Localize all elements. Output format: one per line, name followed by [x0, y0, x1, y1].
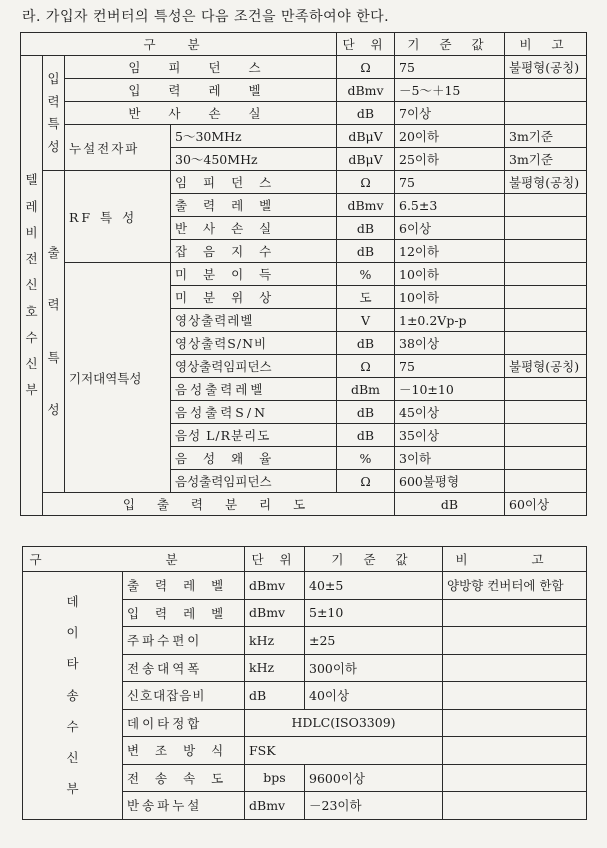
unit-cell: dBmv — [245, 599, 305, 627]
value-cell: 300이하 — [305, 654, 443, 682]
item-cell: 음성출력임피던스 — [171, 470, 337, 493]
note-cell — [443, 654, 587, 682]
header-category: 구 분 — [23, 547, 245, 572]
unit-cell: dB — [245, 682, 305, 710]
value-cell: 75 — [395, 56, 505, 79]
value-cell: －5～＋15 — [395, 79, 505, 102]
note-cell — [505, 332, 587, 355]
item-cell: 데이타정합 — [123, 709, 245, 737]
group-label-output: 출력특성 — [43, 171, 65, 493]
subgroup-label-baseband: 기저대역특성 — [65, 263, 171, 493]
item-cell: 출 력 레 벨 — [123, 572, 245, 600]
value-cell-merged: FSK — [245, 737, 443, 765]
note-cell — [443, 764, 587, 792]
note-cell — [505, 79, 587, 102]
unit-cell: dBμV — [337, 148, 395, 171]
value-cell: 1±0.2Vp-p — [395, 309, 505, 332]
note-cell — [505, 286, 587, 309]
note-cell — [505, 378, 587, 401]
note-cell: 3m기준 — [505, 148, 587, 171]
item-cell: 반송파누설 — [123, 792, 245, 820]
unit-cell: Ω — [337, 56, 395, 79]
note-cell: 불평형(공칭) — [505, 56, 587, 79]
group-label-input: 입력특성 — [43, 56, 65, 171]
table-row — [21, 102, 587, 125]
item-cell: 변 조 방 식 — [123, 737, 245, 765]
table-header-row — [23, 547, 587, 572]
item-cell: 입 력 레 벨 — [65, 79, 337, 102]
note-cell — [443, 599, 587, 627]
table-row — [23, 572, 587, 600]
value-cell: 3이하 — [395, 447, 505, 470]
page-heading: 라. 가입자 컨버터의 특성은 다음 조건을 만족하여야 한다. — [22, 9, 390, 25]
item-cell: 음성출력S/N — [171, 401, 337, 424]
item-cell: 신호대잡음비 — [123, 682, 245, 710]
item-cell: 주파수편이 — [123, 627, 245, 655]
data-transceiver-spec-table — [22, 546, 587, 820]
value-cell: 20이하 — [395, 125, 505, 148]
item-cell: 미 분 이 득 — [171, 263, 337, 286]
note-cell — [443, 682, 587, 710]
unit-cell: V — [337, 309, 395, 332]
value-cell: 7이상 — [395, 102, 505, 125]
unit-cell: dBmv — [245, 792, 305, 820]
item-cell: 전송대역폭 — [123, 654, 245, 682]
value-cell: 75 — [395, 355, 505, 378]
unit-cell: bps — [245, 764, 305, 792]
value-cell: 35이상 — [395, 424, 505, 447]
value-cell: 60이상 — [505, 493, 587, 516]
item-cell-isolation: 입 출 력 분 리 도 — [43, 493, 395, 516]
unit-cell: dBm — [337, 378, 395, 401]
value-cell: 25이하 — [395, 148, 505, 171]
note-cell: 양방향 컨버터에 한함 — [443, 572, 587, 600]
note-cell — [505, 263, 587, 286]
header-category: 구 분 — [21, 33, 337, 56]
note-cell — [443, 792, 587, 820]
unit-cell: dBμV — [337, 125, 395, 148]
note-cell: 불평형(공칭) — [505, 171, 587, 194]
value-cell: 40±5 — [305, 572, 443, 600]
note-cell — [505, 309, 587, 332]
note-cell — [505, 194, 587, 217]
unit-cell: dB — [337, 217, 395, 240]
item-cell: 반 사 손 실 — [171, 217, 337, 240]
header-value: 기 준 값 — [305, 547, 443, 572]
value-cell: 40이상 — [305, 682, 443, 710]
value-cell: 10이하 — [395, 286, 505, 309]
unit-cell: Ω — [337, 171, 395, 194]
note-cell — [505, 424, 587, 447]
table-row — [21, 493, 587, 516]
tv-signal-spec-table — [20, 32, 587, 516]
value-cell: 38이상 — [395, 332, 505, 355]
item-cell: 출 력 레 벨 — [171, 194, 337, 217]
unit-cell: % — [337, 447, 395, 470]
section-label-tv: 텔레비전신호수신부 — [21, 56, 43, 516]
unit-cell: dB — [395, 493, 505, 516]
unit-cell: dB — [337, 332, 395, 355]
note-cell — [505, 470, 587, 493]
unit-cell: Ω — [337, 470, 395, 493]
note-cell — [505, 447, 587, 470]
note-cell — [443, 737, 587, 765]
section-label-data: 데이타송수신부 — [23, 572, 123, 820]
item-cell: 전 송 속 도 — [123, 764, 245, 792]
table-row — [21, 125, 587, 148]
subgroup-label-leakage: 누설전자파 — [65, 125, 171, 171]
value-cell: ±25 — [305, 627, 443, 655]
item-cell: 음성 L/R분리도 — [171, 424, 337, 447]
note-cell — [505, 401, 587, 424]
item-cell: 임 피 던 스 — [171, 171, 337, 194]
table-header-row — [21, 33, 587, 56]
value-cell: 45이상 — [395, 401, 505, 424]
unit-cell: kHz — [245, 627, 305, 655]
table-row — [21, 171, 587, 194]
unit-cell: kHz — [245, 654, 305, 682]
note-cell — [505, 102, 587, 125]
item-cell: 음 성 왜 율 — [171, 447, 337, 470]
header-note: 비 고 — [505, 33, 587, 56]
item-cell: 30～450MHz — [171, 148, 337, 171]
unit-cell: 도 — [337, 286, 395, 309]
note-cell — [505, 240, 587, 263]
value-cell: 600불평형 — [395, 470, 505, 493]
header-unit: 단 위 — [245, 547, 305, 572]
item-cell: 반 사 손 실 — [65, 102, 337, 125]
item-cell: 영상출력임피던스 — [171, 355, 337, 378]
item-cell: 영상출력레벨 — [171, 309, 337, 332]
value-cell: 12이하 — [395, 240, 505, 263]
note-cell: 불평형(공칭) — [505, 355, 587, 378]
note-cell — [505, 217, 587, 240]
note-cell — [443, 627, 587, 655]
item-cell: 입 력 레 벨 — [123, 599, 245, 627]
unit-cell: dB — [337, 240, 395, 263]
table-row — [21, 56, 587, 79]
item-cell: 잡 음 지 수 — [171, 240, 337, 263]
value-cell-merged: HDLC(ISO3309) — [245, 709, 443, 737]
value-cell: 5±10 — [305, 599, 443, 627]
subgroup-label-rf: RF 특 성 — [65, 171, 171, 263]
value-cell: 6이상 — [395, 217, 505, 240]
unit-cell: Ω — [337, 355, 395, 378]
header-value: 기 준 값 — [395, 33, 505, 56]
unit-cell: % — [337, 263, 395, 286]
header-unit: 단 위 — [337, 33, 395, 56]
unit-cell: dB — [337, 424, 395, 447]
unit-cell: dBmv — [337, 79, 395, 102]
unit-cell: dBmv — [245, 572, 305, 600]
unit-cell: dB — [337, 102, 395, 125]
note-cell — [443, 709, 587, 737]
item-cell: 임 피 던 스 — [65, 56, 337, 79]
item-cell: 영상출력S/N비 — [171, 332, 337, 355]
value-cell: －23이하 — [305, 792, 443, 820]
table-row — [21, 263, 587, 286]
item-cell: 미 분 위 상 — [171, 286, 337, 309]
value-cell: 6.5±3 — [395, 194, 505, 217]
value-cell: 10이하 — [395, 263, 505, 286]
unit-cell: dB — [337, 401, 395, 424]
value-cell: 75 — [395, 171, 505, 194]
table-row — [21, 79, 587, 102]
value-cell: －10±10 — [395, 378, 505, 401]
unit-cell: dBmv — [337, 194, 395, 217]
header-note: 비 고 — [443, 547, 587, 572]
item-cell: 음성출력레벨 — [171, 378, 337, 401]
value-cell: 9600이상 — [305, 764, 443, 792]
note-cell: 3m기준 — [505, 125, 587, 148]
item-cell: 5～30MHz — [171, 125, 337, 148]
